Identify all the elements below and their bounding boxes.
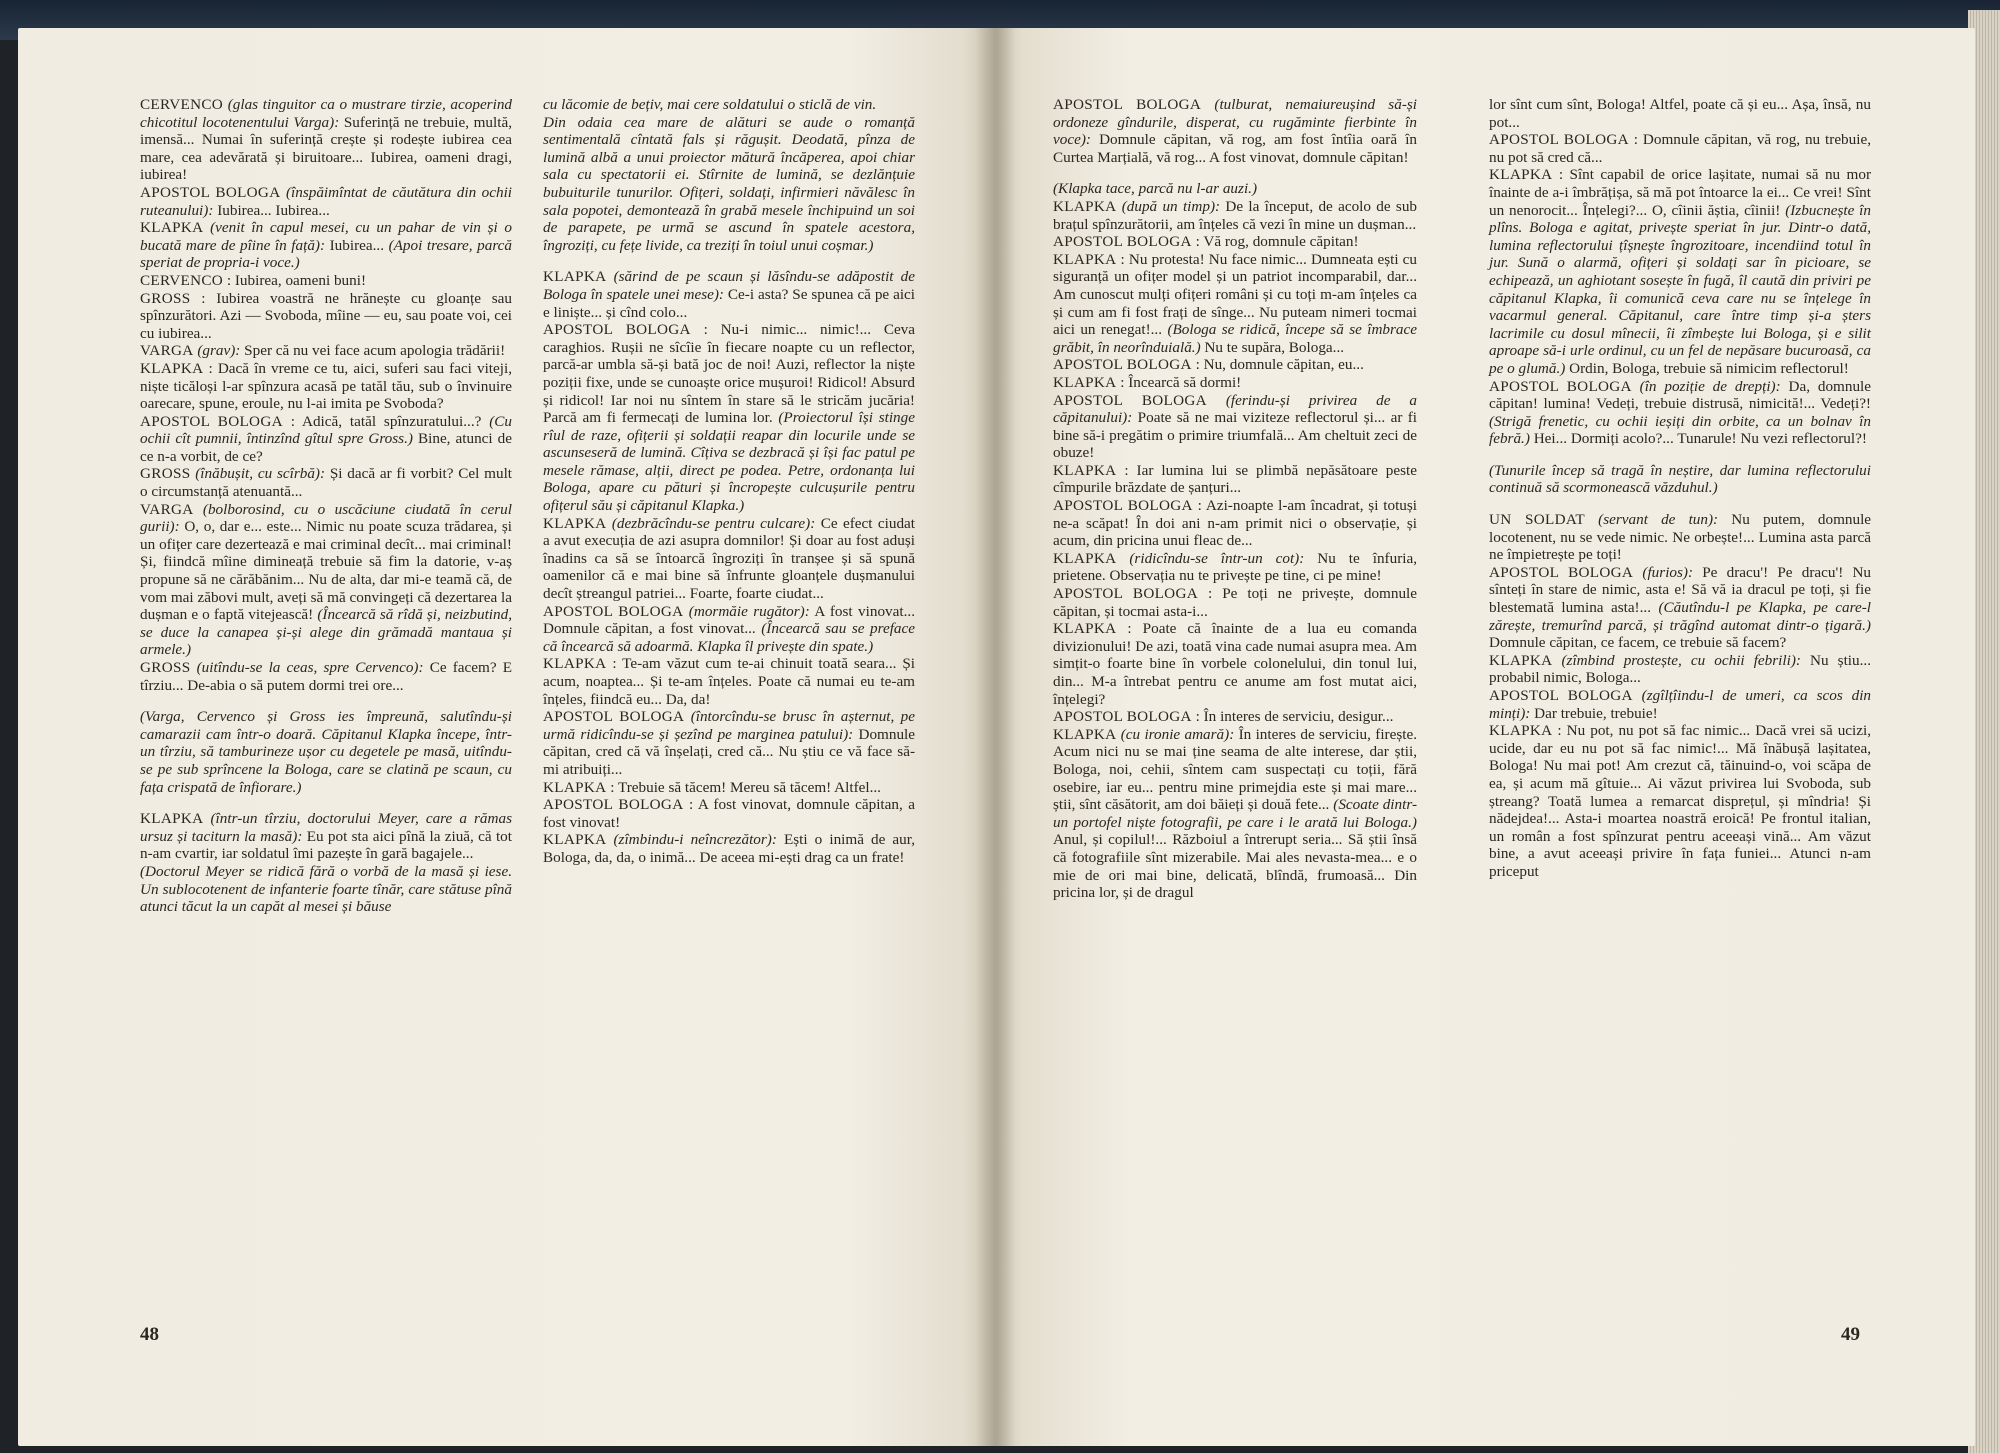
dialogue-text: Eu pot sta aici pînă la ziuă, că tot n-am cvartir, iar soldatul îmi pazește în gară bagajele... (140, 827, 512, 863)
stage-direction: (glas tinguitor ca o mustrare tirzie, acoperind chicotitul locotenentului Varga): (140, 96, 513, 131)
dialogue-text: Dacă în vreme ce tu, aici, suferi sau faci viteji, niște ticăloși l-ar spînzura acasă pe tatăl tău, sub o învinuire oarecare, spune, eroule, nu l-ai imita pe Svoboda? (140, 359, 513, 413)
dialogue-text: Pe dracu'! Pe dracu'! Nu sînteți în stare de nimic, asta e! Să vă ia dracul pe toți, și fie blestemată lumina asta!... (1489, 563, 1872, 617)
right-page (993, 28, 1975, 1446)
dialogue-text: În interes de serviciu, firește. Acum nici nu se mai ține seama de alte interese, dar știi, Bologa, noi, cehii, sîntem cam suspectați cu toții, fără osebire, iar eu... pentru mine primejdia este și mai mare... știi, sînt căsătorit, am doi băieți și două fete... (1053, 725, 1417, 814)
speaker-name: GROSS (140, 465, 191, 483)
dialogue-paragraph (1053, 180, 1417, 198)
page-number-left: 48 (140, 1324, 159, 1345)
dialogue-paragraph (1053, 550, 1417, 585)
speaker-name: KLAPKA (1053, 197, 1117, 215)
stage-direction: (Proiectorul își stinge rîul de raze, ofițerii și soldații reapar din locurile unde se ascunseseră de lumină. Cîțiva se dezbracă și își fac patul pe mesele rămase, alții, direct pe podea. Petre, ordonanța lui Bologa, apare cu pături și încropește culcușurile pentru ofițerul său și căpitanul Klapka.) (543, 409, 915, 515)
dialogue-text: Vă rog, domnule căpitan! (1203, 233, 1359, 251)
stage-direction: cu lăcomie de bețiv, mai cere soldatului o sticlă de vin. (543, 96, 877, 113)
dialogue-paragraph (1053, 620, 1417, 708)
dialogue-paragraph (140, 863, 512, 916)
stage-direction: (grav): (197, 342, 241, 360)
speaker-name: KLAPKA (1489, 722, 1553, 740)
dialogue-paragraph (1053, 96, 1417, 166)
dialogue-paragraph (543, 779, 915, 797)
dialogue-paragraph (1489, 131, 1871, 166)
stage-direction: (zgîlțîindu-l de umeri, ca scos din minți): (1489, 687, 1872, 722)
speaker-name: APOSTOL BOLOGA (1489, 131, 1629, 149)
dialogue-paragraph (140, 810, 512, 863)
dialogue-text: Ce facem? E tîrziu... De-abia o să putem dormi trei ore... (140, 659, 512, 694)
dialogue-paragraph (543, 708, 915, 778)
right-page-column-2 (1489, 96, 1871, 881)
dialogue-paragraph (1053, 356, 1417, 374)
dialogue-paragraph (543, 515, 915, 603)
dialogue-text: Sînt capabil de orice lașitate, numai să nu mor înainte de a-i îmbrățișa, să mă pot întoarce la ei... Ce vrei! Sînt un nenorocit... Înțelegi?... O, cîinii ăștia, cîinii! (1489, 166, 1872, 219)
stage-direction: (după un timp): (1121, 197, 1221, 215)
dialogue-text: Nu pot, nu pot să fac nimic... Dacă vrei să ucizi, ucide, dar eu nu pot să fac nimic!... Mă înăbușă lașitatea, Bologa! Nu mai pot! Am crezut că, tăinuind-o, voi scăpa de ea, și acum mă gîtuie... Ai văzut privirea lui Svoboda, sub ștreang? Toată lumea a remarcat disprețul, și mîndria! Și nădejdea!... Asta-i moartea noastră eroică! Pe frontul italian, un român a fost spînzurat pentru aceeași vină... Am văzut bine, a avut aceeași privire în fața funiei... Atunci n-am priceput (1489, 722, 1872, 880)
dialogue-paragraph (543, 796, 915, 831)
stage-direction: (cu ironie amară): (1120, 725, 1235, 743)
dialogue-text: Nu putem, domnule locotenent, nu se vede nimic. Ne orbește!... Lumina asta parcă ne împietrește pe toți! (1489, 511, 1872, 564)
dialogue-paragraph (1053, 726, 1417, 902)
stage-direction: (tulburat, nemaiureușind să-și ordoneze gîndurile, disperat, cu rugăminte fierbinte în voce): (1053, 96, 1418, 149)
speaker-colon: : (1120, 373, 1125, 391)
dialogue-text: Poate să ne mai viziteze reflectorul și... ar fi bine să-i pregătim o primire triumfală... Am cheltuit zeci de obuze! (1053, 409, 1418, 462)
speaker-colon: : (703, 321, 708, 339)
speaker-colon: : (1195, 708, 1200, 726)
dialogue-paragraph (140, 413, 512, 466)
speaker-name: APOSTOL BOLOGA (543, 708, 685, 726)
dialogue-paragraph (1053, 198, 1417, 233)
stage-direction: (Căutîndu-l pe Klapka, pe care-l zărește, tremurînd parcă, și trăgînd automat dintr-o țigară.) (1489, 599, 1871, 634)
stage-direction: (Scoate dintr-un portofel niște fotografii, pe care i le arată lui Bologa.) (1053, 796, 1418, 831)
dialogue-paragraph (140, 659, 512, 694)
dialogue-text: Nu, domnule căpitan, eu... (1203, 356, 1364, 374)
dialogue-paragraph (1053, 585, 1417, 620)
stage-direction: (Încearcă să rîdă și, neizbutind, se duce la canapea și-și alege din grămadă mantaua și armele.) (140, 606, 512, 659)
dialogue-text: Iubirea, oameni buni! (234, 271, 367, 289)
dialogue-text: Încearcă să dormi! (1128, 373, 1242, 391)
dialogue-text: Poate că înainte de a lua eu comanda divizionului! De azi, toată vina cade numai asupra mea. Am simțit-o foarte bine în vorbele colonelului, din tonul lui, din... M-a întrebat pentru ce anume am fost mutat aici, înțelegi? (1053, 620, 1418, 708)
dialogue-paragraph (1053, 392, 1417, 462)
dialogue-text: Anul, și copilul!... Războiul a întrerupt seria... Să știi însă că fotografiile sînt mizerabile. Mai ales nevasta-mea... e o mie de ori mai bine, delicată, blîndă, frumoasă... Din pricina lor, și de dragul (1053, 831, 1417, 902)
dialogue-text: Domnule căpitan, vă rog, nu trebuie, nu pot să cred că... (1489, 131, 1872, 166)
dialogue-paragraph (140, 290, 512, 343)
stage-direction: (sărind de pe scaun și lăsîndu-se adăpostit de Bologa în spatele unei mese): (543, 268, 916, 303)
speaker-name: CERVENCO (140, 96, 224, 113)
dialogue-text: Iubirea... Iubirea... (217, 201, 330, 219)
speaker-name: CERVENCO (140, 271, 224, 289)
speaker-name: KLAPKA (543, 655, 607, 673)
dialogue-text: Domnule căpitan, cred că vă înșelați, cred că... Nu știu ce vă face să-mi atribuiți... (543, 725, 916, 778)
left-page-column-2 (543, 96, 915, 867)
speaker-name: VARGA (140, 500, 194, 518)
speaker-colon: : (1195, 233, 1200, 251)
speaker-colon: : (1197, 497, 1202, 515)
speaker-name: APOSTOL BOLOGA (1489, 563, 1634, 581)
speaker-colon: : (290, 412, 295, 430)
left-page (18, 28, 993, 1446)
speaker-name: KLAPKA (1053, 549, 1117, 567)
stage-direction: (Izbucnește în plîns. Bologa e agitat, privește speriat în jur. Dintr-o dată, lumina reflectorului țîșnește îngrozitoare, incendiind totul în jur. Sună o alarmă, ofițeri și soldați sar în picioare, se echipează, un aghiotant sosește în fugă, îl caută din priviri pe căpitanul Klapka, îi comunică ceva care nu se înțelege în vacarmul general. Căpitanul, care între timp și-a șters lacrimile cu dosul mînecii, îi zîmbește lui Bologa, și e silit aproape să-i urle ordinul, cu un fel de nepăsare bucuroasă, ca pe o glumă.) (1489, 201, 1871, 377)
dialogue-paragraph (1489, 722, 1871, 880)
speaker-name: KLAPKA (140, 810, 204, 828)
speaker-name: GROSS (140, 289, 191, 307)
speaker-colon: : (1208, 585, 1213, 603)
stage-direction: (Doctorul Meyer se ridică fără o vorbă de la masă și iese. Un sublocotenent de infanterie foarte tînăr, care stătuse pînă atunci tăcut la un capăt al mesei și băuse (140, 862, 512, 916)
stage-direction: (ferindu-și privirea de a căpitanului): (1053, 391, 1418, 427)
dialogue-text: O, o, dar e... este... Nimic nu poate scuza trădarea, și un ofițer care dezertează e mai criminal decît... mai criminal! Și, fiindcă mîine dimineață trebuie să fim la datorie, v-aș propune să ne cărăbănim... Nu de alta, dar mi-e teamă că, de vom mai zăbovi mult, aveți să mă convingeți că dezertarea la dușman e o faptă vitejească! (140, 518, 513, 624)
dialogue-text: Și dacă ar fi vorbit? Cel mult o circumstanță atenuantă... (140, 465, 513, 501)
speaker-name: KLAPKA (543, 778, 607, 796)
stage-direction: (zîmbindu-i neîncrezător): (613, 831, 777, 849)
dialogue-paragraph (140, 465, 512, 500)
stage-direction: (Varga, Cervenco și Gross ies împreună, salutîndu-și camarazii cam într-o doară. Căpitanul Klapka începe, într-un tîrziu, să tamburineze ușor cu degetele pe masă, uitîndu-se pe sub sprîncene la Bologa, care se clatină pe scaun, cu fața crispată de înfiorare.) (140, 708, 512, 796)
speaker-name: APOSTOL BOLOGA (1053, 356, 1192, 374)
speaker-name: KLAPKA (1053, 725, 1117, 743)
speaker-name: APOSTOL BOLOGA (1053, 585, 1198, 603)
stage-direction: (Bologa se ridică, începe să se îmbrace grăbit, în neorînduială.) (1053, 321, 1417, 356)
dialogue-paragraph (140, 360, 512, 413)
speaker-colon: : (1633, 131, 1638, 149)
dialogue-paragraph (1053, 497, 1417, 550)
dialogue-text: Iubirea voastră ne hrănește cu gloanțe sau spînzurători. Azi — Svoboda, mîine — eu, sau poate voi, cei cu iubirea... (140, 289, 513, 342)
speaker-name: APOSTOL BOLOGA (1053, 708, 1192, 726)
dialogue-paragraph (140, 501, 512, 659)
stage-direction: (mormăie rugător): (688, 602, 810, 620)
speaker-colon: : (226, 271, 232, 289)
dialogue-paragraph (543, 268, 915, 321)
dialogue-paragraph (140, 96, 512, 184)
dialogue-text: Nu-i nimic... nimic!... Ceva caraghios. Rușii ne sîcîie în fiecare noapte cu un reflector, parcă-ar umbla să-și bată joc de noi! Auzi, reflector la niște poziții fixe, unde se cunoaște orice mușuroi! Ridicol! Absurd și ridicol! Iar noi nu sîntem în stare să le stricăm jucăria! Parcă am fi fermecați de lumina lor. (543, 321, 916, 427)
speaker-name: GROSS (140, 659, 191, 676)
dialogue-paragraph (1489, 462, 1871, 497)
page-number-right: 49 (1841, 1324, 1860, 1345)
speaker-colon: : (1124, 461, 1129, 479)
dialogue-text: Iubirea... (329, 236, 385, 254)
speaker-colon: : (610, 778, 615, 796)
dialogue-text: Azi-noapte l-am încadrat, și totuși ne-a scăpat! În doi ani n-am primit nici o observație, și acum, din pricina unui fleac de... (1053, 497, 1418, 550)
stage-direction: (Încearcă sau se preface că încearcă să adoarmă. Klapka îl privește din spate.) (543, 620, 915, 655)
dialogue-paragraph (1053, 708, 1417, 726)
dialogue-text: Ce efect ciudat a avut execuția de azi asupra domnilor! Și doar au fost aduși înadins ca să se întoarcă îngroziți în tranșee și să spună oamenilor că e mai bine să înfrunte gloanțele dușmanului decît ștreangul patriei... Foarte, foarte ciudat... (543, 514, 916, 603)
speaker-name: APOSTOL BOLOGA (1053, 391, 1207, 409)
dialogue-paragraph (1489, 96, 1871, 131)
speaker-name: KLAPKA (1053, 620, 1117, 638)
stage-direction: (bolborosind, cu o uscăciune ciudată în cerul gurii): (140, 500, 512, 536)
speaker-name: APOSTOL BOLOGA (543, 796, 684, 814)
speaker-colon: : (208, 359, 213, 377)
dialogue-text: A fost vinovat, domnule căpitan, a fost vinovat! (543, 796, 915, 831)
speaker-name: KLAPKA (1053, 373, 1117, 391)
speaker-name: APOSTOL BOLOGA (1053, 497, 1193, 515)
dialogue-text: Bine, atunci de ce n-a vorbit, de ce? (140, 430, 513, 465)
dialogue-paragraph (140, 272, 512, 290)
speaker-name: KLAPKA (543, 268, 607, 286)
dialogue-text: Nu te supăra, Bologa... (1204, 338, 1345, 356)
dialogue-text: Ordin, Bologa, trebuie să nimicim reflectorul! (1569, 359, 1849, 377)
speaker-name: APOSTOL BOLOGA (543, 321, 691, 339)
speaker-colon: : (1558, 166, 1564, 184)
speaker-colon: : (201, 289, 206, 307)
dialogue-text: Nu te înfuria, prietene. Observația nu te privește pe tine, ci pe mine! (1053, 549, 1418, 585)
dialogue-text: Nu protesta! Nu face nimic... Dumneata ești cu siguranță un ofițer model și un patriot incomparabil, dar... Am cunoscut mulți ofițeri români și cu toți m-am înțeles ca și cum am fi fost frați de sînge... Nu puteam nimeri tocmai aici un renegat!... (1053, 250, 1418, 339)
speaker-colon: : (688, 796, 694, 814)
dialogue-text: Domnule căpitan, vă rog, am fost întîia oară în Curtea Marțială, vă rog... A fost vinovat, domnule căpitan! (1053, 131, 1418, 166)
speaker-name: KLAPKA (1489, 651, 1553, 669)
stage-direction: (zîmbind prostește, cu ochii febrili): (1561, 651, 1801, 669)
speaker-name: APOSTOL BOLOGA (140, 183, 281, 201)
speaker-name: KLAPKA (1053, 250, 1117, 268)
dialogue-text: Pe toți ne privește, domnule căpitan, și tocmai asta-i... (1053, 585, 1418, 620)
dialogue-text: Dar trebuie, trebuie! (1534, 704, 1658, 722)
speaker-colon: : (1557, 722, 1562, 740)
dialogue-text: Ești o inimă de aur, Bologa, da, da, o inimă... De aceea mi-ești drag ca un frate! (543, 831, 915, 866)
speaker-name: KLAPKA (140, 219, 204, 237)
dialogue-paragraph (140, 342, 512, 360)
stage-direction: (înspăimîntat de căutătura din ochii ruteanului): (140, 183, 513, 219)
dialogue-paragraph (1489, 564, 1871, 652)
stage-direction: (întorcîndu-se brusc în așternut, pe urmă ridicîndu-se și șezînd pe marginea patului): (543, 708, 915, 743)
stage-direction: (furios): (1642, 563, 1694, 581)
dialogue-text: De la început, de acolo de sub brațul spînzurătorii, am înțeles că vezi în mine un dușman... (1053, 197, 1418, 233)
dialogue-paragraph (1053, 251, 1417, 357)
dialogue-paragraph (543, 655, 915, 708)
dialogue-text: Ce-i asta? Se spunea că pe aici e liniște... și cînd colo... (543, 285, 916, 321)
speaker-name: APOSTOL BOLOGA (1489, 377, 1632, 395)
dialogue-paragraph (1489, 511, 1871, 564)
stage-paragraph (140, 708, 512, 796)
dialogue-paragraph (1053, 233, 1417, 251)
dialogue-text: Hei... Dormiți acolo?... Tunarule! Nu vezi reflectorul?! (1533, 430, 1867, 448)
dialogue-text: Trebuie să tăcem! Mereu să tăcem! Altfel... (617, 778, 881, 796)
stage-direction: (venit în capul mesei, cu un pahar de vin și o bucată mare de pîine în față): (140, 219, 512, 254)
dialogue-paragraph (140, 184, 512, 219)
speaker-name: UN SOLDAT (1489, 511, 1586, 529)
speaker-name: APOSTOL BOLOGA (1489, 687, 1633, 704)
dialogue-text: Da, domnule căpitan! lumina! Vedeți, trebuie distrusă, nimicită!... Vedeți?! (1489, 377, 1871, 413)
dialogue-paragraph (1053, 462, 1417, 497)
dialogue-paragraph (1489, 378, 1871, 448)
right-page-column-1 (1053, 96, 1417, 902)
dialogue-text: Nu știu... probabil nimic, Bologa... (1489, 651, 1872, 687)
speaker-name: KLAPKA (543, 514, 607, 532)
dialogue-text: Sper că nu vei face acum apologia trădării! (244, 342, 506, 360)
speaker-colon: : (612, 655, 617, 673)
stage-direction: (Apoi tresare, parcă speriat de propria-i voce.) (140, 236, 513, 272)
dialogue-text: În interes de serviciu, desigur... (1203, 708, 1394, 726)
stage-direction: (Tunurile încep să tragă în neștire, dar lumina reflectorului continuă să scormonească văzduhul.) (1489, 461, 1871, 497)
stage-direction: (servant de tun): (1598, 511, 1719, 529)
speaker-name: KLAPKA (1053, 461, 1117, 479)
speaker-name: APOSTOL BOLOGA (140, 412, 283, 430)
dialogue-text: Te-am văzut cum te-ai chinuit toată seara... Și acum, noaptea... Și te-am înțeles. Poate că numai eu te-am înțeles, fiindcă eu... Da, da! (543, 655, 915, 708)
speaker-name: APOSTOL BOLOGA (1053, 96, 1202, 113)
stage-direction: (ridicîndu-se într-un cot): (1129, 549, 1305, 567)
speaker-name: KLAPKA (543, 831, 607, 849)
stage-direction: (dezbrăcîndu-se pentru culcare): (611, 514, 816, 532)
dialogue-text: Adică, tatăl spînzuratului...? (302, 412, 482, 430)
dialogue-paragraph (1489, 687, 1871, 722)
dialogue-paragraph (543, 321, 915, 515)
stage-direction: (în poziție de drepți): (1639, 377, 1781, 395)
dialogue-paragraph (1489, 166, 1871, 377)
stage-direction: (uitîndu-se la ceas, spre Cervenco): (196, 659, 424, 676)
dialogue-paragraph (543, 831, 915, 866)
speaker-colon: : (1120, 250, 1125, 268)
stage-direction: (Strigă frenetic, cu ochii ieșiți din orbite, ca un bolnav în febră.) (1489, 412, 1871, 448)
speaker-name: APOSTOL BOLOGA (543, 602, 684, 620)
dialogue-paragraph (140, 219, 512, 272)
speaker-name: KLAPKA (140, 359, 204, 377)
speaker-name: VARGA (140, 342, 194, 360)
dialogue-paragraph (1053, 374, 1417, 392)
dialogue-text: Domnule căpitan, ce facem, ce trebuie să facem? (1489, 634, 1787, 652)
speaker-name: KLAPKA (1489, 166, 1553, 184)
stage-paragraph (543, 96, 915, 114)
stage-direction: (Klapka tace, parcă nu l-ar auzi.) (1053, 180, 1258, 198)
stage-paragraph (543, 114, 915, 255)
left-page-column-1 (140, 96, 512, 916)
dialogue-text: Iar lumina lui se plimbă nepăsătoare peste cîmpurile brăzdate de șanțuri... (1053, 461, 1418, 497)
speaker-colon: : (1127, 620, 1132, 638)
speaker-name: APOSTOL BOLOGA (1053, 233, 1192, 251)
stage-direction: (înăbușit, cu scîrbă): (195, 465, 326, 483)
dialogue-paragraph (1489, 652, 1871, 687)
dialogue-text: Suferință ne trebuie, multă, imensă... Numai în suferință crește și rodește iubirea cea mare, cea adevărată și biruitoare... Iubirea, oameni dragi, iubirea! (140, 113, 512, 184)
dialogue-paragraph (543, 603, 915, 656)
dialogue-text: lor sînt cum sînt, Bologa! Altfel, poate că și eu... Așa, însă, nu pot... (1489, 96, 1871, 131)
dialogue-text: A fost vinovat... Domnule căpitan, a fost vinovat... (543, 602, 915, 638)
speaker-colon: : (1195, 356, 1200, 374)
stage-direction: (Cu ochii cît pumnii, întinzînd gîtul spre Gross.) (140, 412, 513, 448)
stage-direction: (într-un tîrziu, doctorului Meyer, care a rămas ursuz și taciturn la masă): (140, 810, 513, 845)
stage-direction: Din odaia cea mare de alături se aude o romanță sentimentală cîntată fals și răgușit. Deodată, pînza de lumină albă a unui proiector mătură încăperea, apoi chiar sala cu spectatorii ei. Stîrnite de lumină, se dezlănțuie bubuiturile tunurilor. Ofițeri, soldați, infirmieri năvălesc în sala popotei, demontează în grabă mesele închipuind un soi de parapete, pe urmă se ascund în spatele acestora, îngroziți, cu fețe livide, ca treziți în toiul unui coșmar.) (543, 113, 915, 254)
